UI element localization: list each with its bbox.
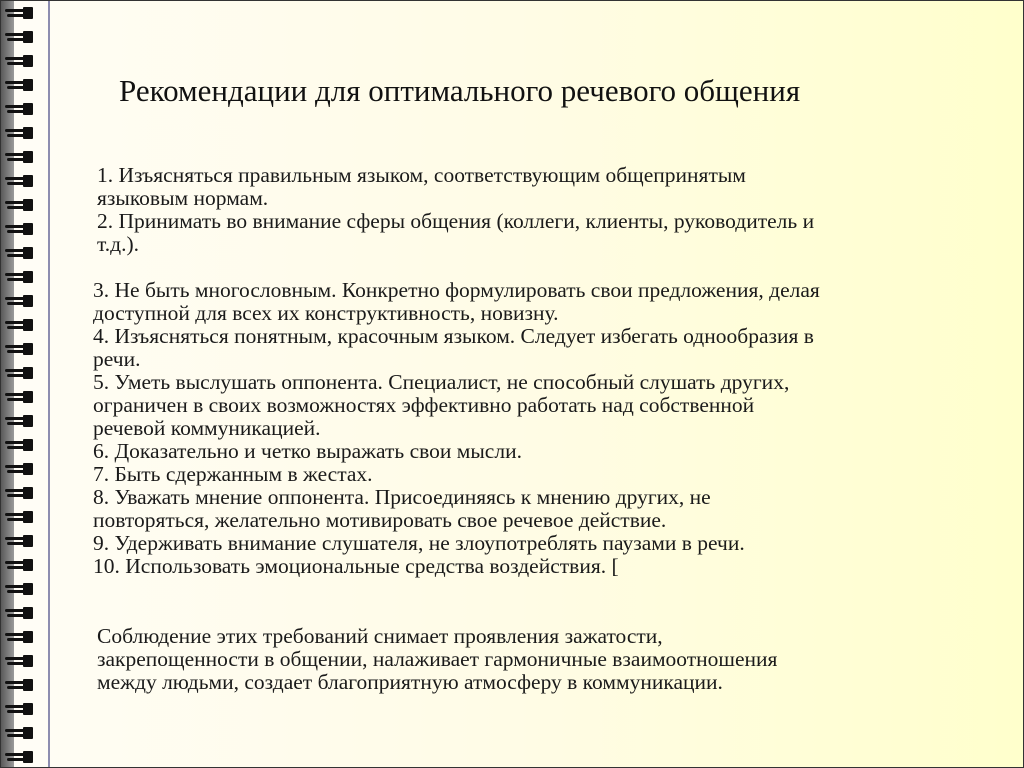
ring-icon <box>5 607 31 619</box>
recommendations-block-2: 3. Не быть многословным. Конкретно формулировать свои предложения, делая доступной для всех их конструктивность, новизну. 4. Изъясняться понятным, красочным языком. Следует избегать однообразия в речи. 5. Уметь выслушать оппонента. Специалист, не способный слушать других, ограничен в своих возможностях эффективно работать над собственной речевой коммуникацией. 6. Доказательно и четко выражать свои мысли. 7. Быть сдержанным в жестах. 8. Уважать мнение оппонента. Присоединяясь к мнению других, не повторяться, желательно мотивировать свое речевое действие. 9. Удерживать внимание слушателя, не злоупотреблять паузами в речи. 10. Использовать эмоциональные средства воздействия. [ <box>93 278 820 578</box>
ring-icon <box>5 535 31 547</box>
ring-icon <box>5 223 31 235</box>
margin-line <box>48 1 50 767</box>
ring-icon <box>5 367 31 379</box>
ring-icon <box>5 391 31 403</box>
ring-icon <box>5 415 31 427</box>
ring-icon <box>5 559 31 571</box>
ring-icon <box>5 631 31 643</box>
conclusion-paragraph: Соблюдение этих требований снимает проявления зажатости, закрепощенности в общении, налаживает гармоничные взаимоотношения между людьми, создает благоприятную атмосферу в коммуникации. <box>97 624 778 694</box>
ring-icon <box>5 31 31 43</box>
slide-title: Рекомендации для оптимального речевого общения <box>119 73 801 108</box>
ring-icon <box>5 511 31 523</box>
ring-icon <box>5 679 31 691</box>
ring-icon <box>5 487 31 499</box>
ring-icon <box>5 583 31 595</box>
spiral-binding-icon <box>5 7 33 767</box>
ring-icon <box>5 247 31 259</box>
ring-icon <box>5 199 31 211</box>
ring-icon <box>5 7 31 19</box>
ring-icon <box>5 79 31 91</box>
ring-icon <box>5 55 31 67</box>
ring-icon <box>5 343 31 355</box>
ring-icon <box>5 103 31 115</box>
ring-icon <box>5 175 31 187</box>
ring-icon <box>5 751 31 763</box>
ring-icon <box>5 295 31 307</box>
ring-icon <box>5 655 31 667</box>
ring-icon <box>5 271 31 283</box>
ring-icon <box>5 151 31 163</box>
ring-icon <box>5 127 31 139</box>
ring-icon <box>5 703 31 715</box>
ring-icon <box>5 319 31 331</box>
ring-icon <box>5 727 31 739</box>
ring-icon <box>5 439 31 451</box>
recommendations-block-1: 1. Изъясняться правильным языком, соответствующим общепринятым языковым нормам. 2. Принимать во внимание сферы общения (коллеги, клиенты, руководитель и т.д.). <box>97 163 815 256</box>
ring-icon <box>5 463 31 475</box>
